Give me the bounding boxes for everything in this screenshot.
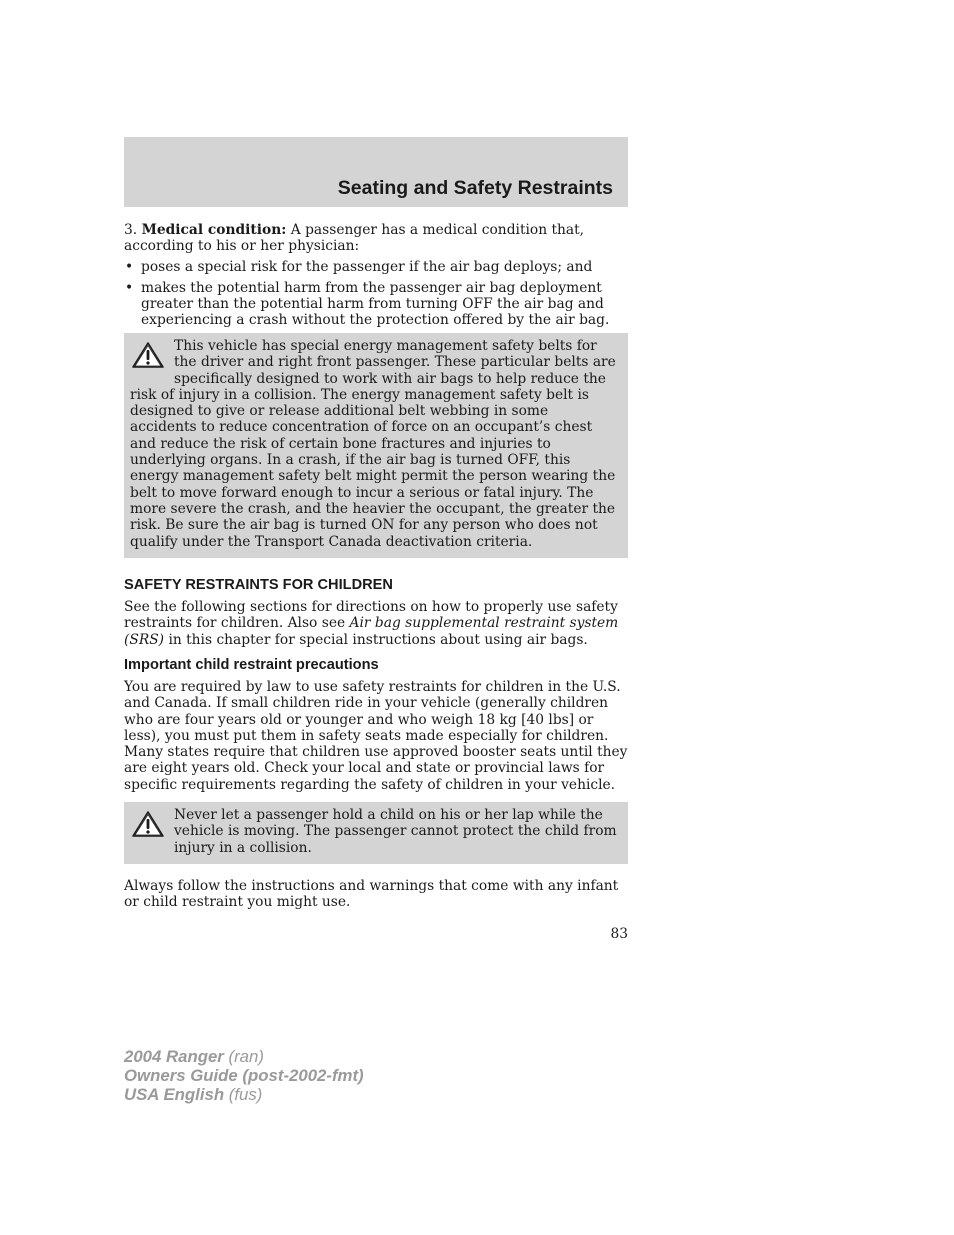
item-number: 3. <box>124 222 138 238</box>
footer-line-language <box>124 1085 364 1104</box>
warning-box <box>124 802 628 864</box>
footer-language-code: (fus) <box>228 1085 263 1104</box>
footer-line-model <box>124 1047 364 1066</box>
children-intro-paragraph <box>124 599 628 648</box>
warning-triangle-icon <box>131 810 165 838</box>
children-intro-text-end: in this chapter for special instructions about using air bags. <box>164 631 588 648</box>
footer-model: 2004 Ranger <box>124 1047 224 1066</box>
medical-condition-block <box>124 222 628 329</box>
section-header-bar <box>124 137 628 207</box>
footer-model-code: (ran) <box>228 1047 264 1066</box>
precautions-paragraph: You are required by law to use safety restraints for children in the U.S. and Canada. If small children ride in your vehicle (generally children who are four years old or younger and who weigh 18 kg [40 lbs] or less), you must put them in safety seats made especially for children. Many states require that children use approved booster seats until they are eight years old. Check your local and state or provincial laws for specific requirements regarding the safety of children in your vehicle. <box>124 679 628 793</box>
closing-paragraph: Always follow the instructions and warnings that come with any infant or child restraint you might use. <box>124 878 619 911</box>
warning-box <box>124 333 628 558</box>
list-item: • poses a special risk for the passenger if the air bag deploys; and <box>124 259 628 275</box>
footer-language: USA English <box>124 1085 225 1104</box>
warning-text: Never let a passenger hold a child on his or her lap while the vehicle is moving. The passenger cannot protect the child from injury in a collision. <box>174 807 617 856</box>
footer-guide: Owners Guide (post-2002-fmt) <box>124 1066 364 1085</box>
page-number: 83 <box>610 926 628 942</box>
footer-line-guide <box>124 1066 364 1085</box>
children-intro-text: See the following sections for directions on how to properly use safety restraints for children. Also see <box>124 599 618 632</box>
warning-text: This vehicle has special energy management safety belts for the driver and right front passenger. These particular belts are specifically designed to work with air bags to help reduce the risk of injury in a collision. The energy management safety belt is designed to give or release additional belt webbing in some accidents to reduce concentration of force on an occupant’s chest and reduce the risk of certain bone fractures and injuries to underlying organs. In a crash, if the air bag is turned OFF, this energy management safety belt might permit the person wearing the belt to move forward enough to incur a serious or fatal injury. The more severe the crash, and the heavier the occupant, the greater the risk. Be sure the air bag is turned ON for any person who does not qualify under the Transport Canada deactivation criteria. <box>130 338 616 550</box>
section-title: Seating and Safety Restraints <box>337 177 613 199</box>
warning-triangle-icon <box>131 341 165 369</box>
list-item: • makes the potential harm from the passenger air bag deployment greater than the potential harm from turning OFF the air bag and experiencing a crash without the protection offered by the air bag. <box>124 280 628 329</box>
document-footer <box>124 1047 364 1104</box>
section-heading: SAFETY RESTRAINTS FOR CHILDREN <box>124 577 393 593</box>
airbag-reference: Air bag supplemental restraint system (SRS) <box>124 615 619 648</box>
medical-condition-list <box>124 259 628 329</box>
medical-condition-paragraph <box>124 222 628 255</box>
medical-condition-text: A passenger has a medical condition that, according to his or her physician: <box>124 222 585 255</box>
subsection-heading: Important child restraint precautions <box>124 657 379 673</box>
medical-condition-label: Medical condition: <box>141 222 287 238</box>
